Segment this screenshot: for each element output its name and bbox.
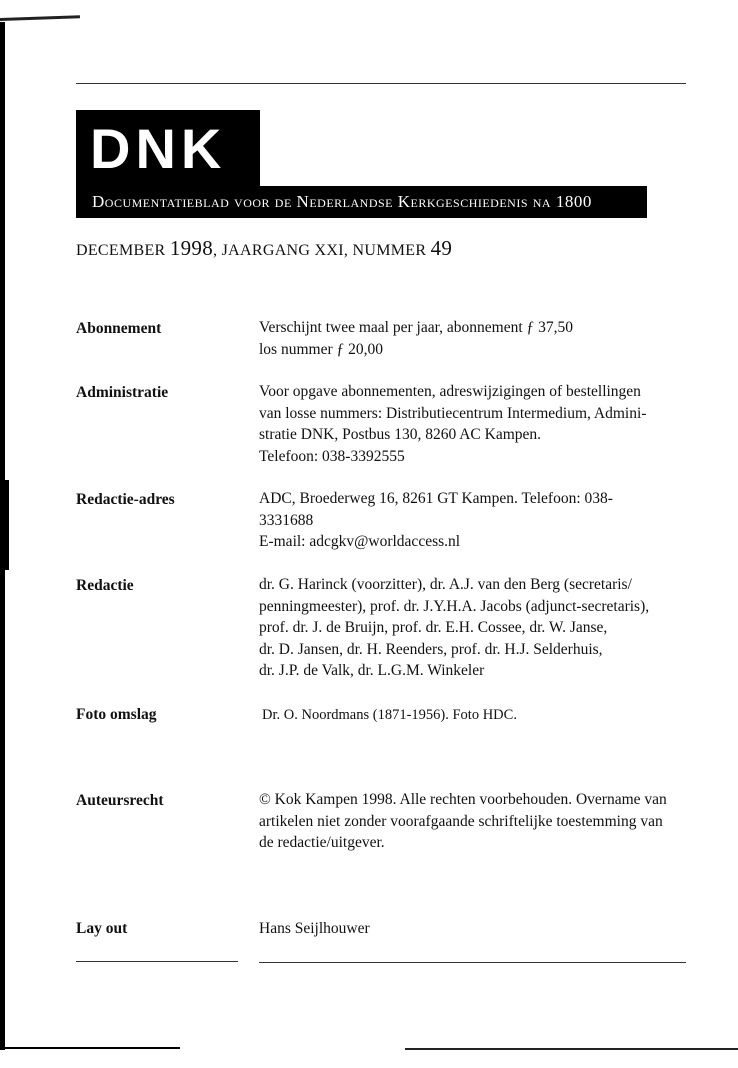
label-abonnement: Abonnement [76,320,162,337]
value-line: Hans Seijlhouwer [259,920,370,937]
masthead-subtitle: Documentatieblad voor de Nederlandse Kerkgeschiedenis na 1800 [76,186,647,218]
scan-edge-left-notch [5,480,9,570]
top-rule [76,83,686,84]
value-lay-out [259,918,691,940]
value-line: prof. dr. J. de Bruijn, prof. dr. E.H. Cossee, dr. W. Janse, [259,619,608,636]
value-line: Telefoon: 038-3392555 [259,447,405,465]
value-line: Voor opgave abonnementen, adreswijzigingen of bestellingen [259,383,641,400]
issue-volume: , JAARGANG XXI, NUMMER [213,242,431,259]
value-line: los nummer ƒ 20,00 [259,340,383,358]
value-redactie [259,574,691,682]
value-redactie-adres [259,488,691,553]
scan-edge-top [0,15,80,21]
value-line: 3331688 [259,511,314,529]
value-line: penningmeester), prof. dr. J.Y.H.A. Jacobs (adjunct-secretaris), [259,597,650,615]
label-foto-omslag: Foto omslag [76,706,157,723]
value-foto-omslag [262,705,694,727]
issue-line [76,236,452,261]
bottom-rule-right [259,962,686,963]
value-line: artikelen niet zonder voorafgaande schriftelijke toestemming van [259,812,663,830]
value-auteursrecht [259,789,691,854]
value-abonnement [259,317,691,360]
value-line: stratie DNK, Postbus 130, 8260 AC Kampen. [259,426,542,443]
label-administratie: Administratie [76,384,169,401]
label-auteursrecht: Auteursrecht [76,792,164,809]
value-line: dr. G. Harinck (voorzitter), dr. A.J. van den Berg (secretaris/ [259,576,632,593]
value-line: dr. J.P. de Valk, dr. L.G.M. Winkeler [259,662,485,679]
label-lay-out: Lay out [76,920,128,937]
value-line: Verschijnt twee maal per jaar, abonnement ƒ 37,50 [259,319,574,336]
value-line: © Kok Kampen 1998. Alle rechten voorbehouden. Overname van [259,791,667,808]
value-line: dr. D. Jansen, dr. H. Reenders, prof. dr. H.J. Selderhuis, [259,640,603,658]
scan-edge-bottom-left [0,1047,180,1049]
value-line: Dr. O. Noordmans (1871-1956). Foto HDC. [262,707,517,723]
value-line: ADC, Broederweg 16, 8261 GT Kampen. Telefoon: 038- [259,490,613,507]
label-redactie: Redactie [76,577,134,594]
scan-edge-bottom-right [405,1048,738,1050]
value-line: de redactie/uitgever. [259,834,385,851]
issue-number: 49 [430,236,453,260]
value-line: E-mail: adcgkv@worldaccess.nl [259,533,461,550]
bottom-rule-left [76,961,238,962]
masthead-logo-block [76,110,260,186]
value-administratie [259,381,691,467]
value-line: van losse nummers: Distributiecentrum Intermedium, Admini- [259,404,647,422]
issue-year: 1998 [169,236,214,260]
label-redactie-adres: Redactie-adres [76,491,175,508]
issue-month: DECEMBER [76,242,170,259]
dnk-logo: DNK [90,117,227,180]
